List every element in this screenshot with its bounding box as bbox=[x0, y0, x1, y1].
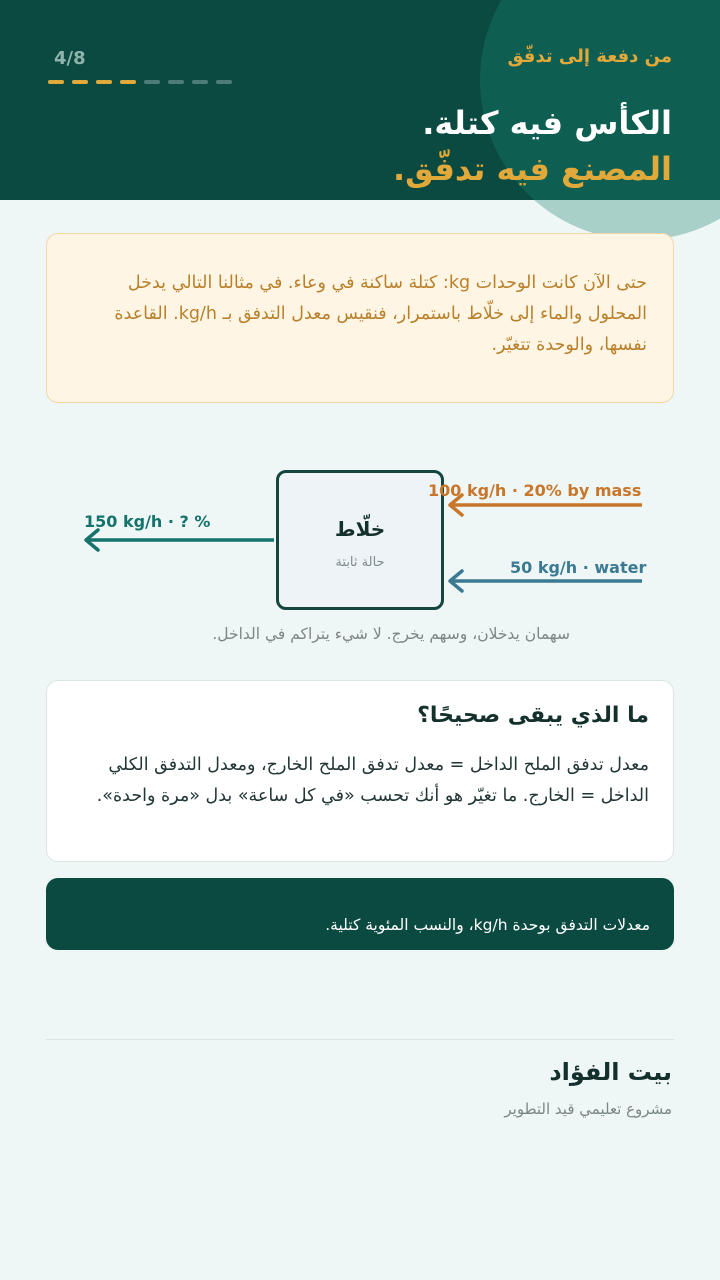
progress-step bbox=[168, 80, 184, 84]
outlet-arrow bbox=[86, 530, 274, 550]
progress-step bbox=[48, 80, 64, 84]
progress-counter: 4/8 bbox=[54, 48, 86, 69]
progress-step bbox=[192, 80, 208, 84]
inlet2-label: 50 kg/h · water bbox=[510, 558, 647, 577]
units-note bbox=[46, 878, 674, 950]
mixer-title: خلّاط bbox=[334, 517, 386, 541]
progress-indicator bbox=[48, 80, 232, 84]
footer-subtitle: مشروع تعليمي قيد التطوير bbox=[504, 1100, 672, 1118]
mixer-subtitle: حالة ثابتة bbox=[335, 555, 385, 570]
mixer-diagram bbox=[0, 450, 720, 650]
progress-step bbox=[96, 80, 112, 84]
progress-step bbox=[144, 80, 160, 84]
inlet1-label: 100 kg/h · 20% by mass bbox=[428, 481, 642, 500]
section-label: من دفعة إلى تدفّق bbox=[507, 46, 672, 67]
intro-text: حتى الآن كانت الوحدات kg: كتلة ساكنة في وعاء. في مثالنا التالي يدخل المحلول والماء إلى خلّاط باستمرار، فنقيس معدل التدفق بـ kg/h. القاعدة نفسها، والوحدة تتغيّر. bbox=[114, 273, 647, 355]
intro-card bbox=[46, 233, 674, 403]
lesson-header bbox=[0, 0, 720, 200]
footer-title: بيت الفؤاد bbox=[549, 1058, 672, 1086]
mixer-unit bbox=[276, 470, 444, 610]
units-note-text: معدلات التدفق بوحدة kg/h، والنسب المئوية كتلية. bbox=[325, 916, 650, 934]
page-title-line2: المصنع فيه تدفّق. bbox=[392, 150, 672, 188]
outlet-label: 150 kg/h · ? % bbox=[84, 512, 211, 531]
diagram-caption: سهمان يدخلان، وسهم يخرج. لا شيء يتراكم في الداخل. bbox=[212, 625, 570, 643]
progress-step bbox=[216, 80, 232, 84]
progress-step bbox=[120, 80, 136, 84]
footer-divider bbox=[46, 1039, 674, 1040]
question-title: ما الذي يبقى صحيحًا؟ bbox=[417, 703, 649, 728]
progress-step bbox=[72, 80, 88, 84]
question-card bbox=[46, 680, 674, 862]
page-title-line1: الكأس فيه كتلة. bbox=[422, 104, 672, 142]
question-body: معدل تدفق الملح الداخل = معدل تدفق الملح الخارج، ومعدل التدفق الكلي الداخل = الخارج. ما تغيّر هو أنك تحسب «في كل ساعة» بدل «مرة واحدة». bbox=[96, 755, 649, 806]
